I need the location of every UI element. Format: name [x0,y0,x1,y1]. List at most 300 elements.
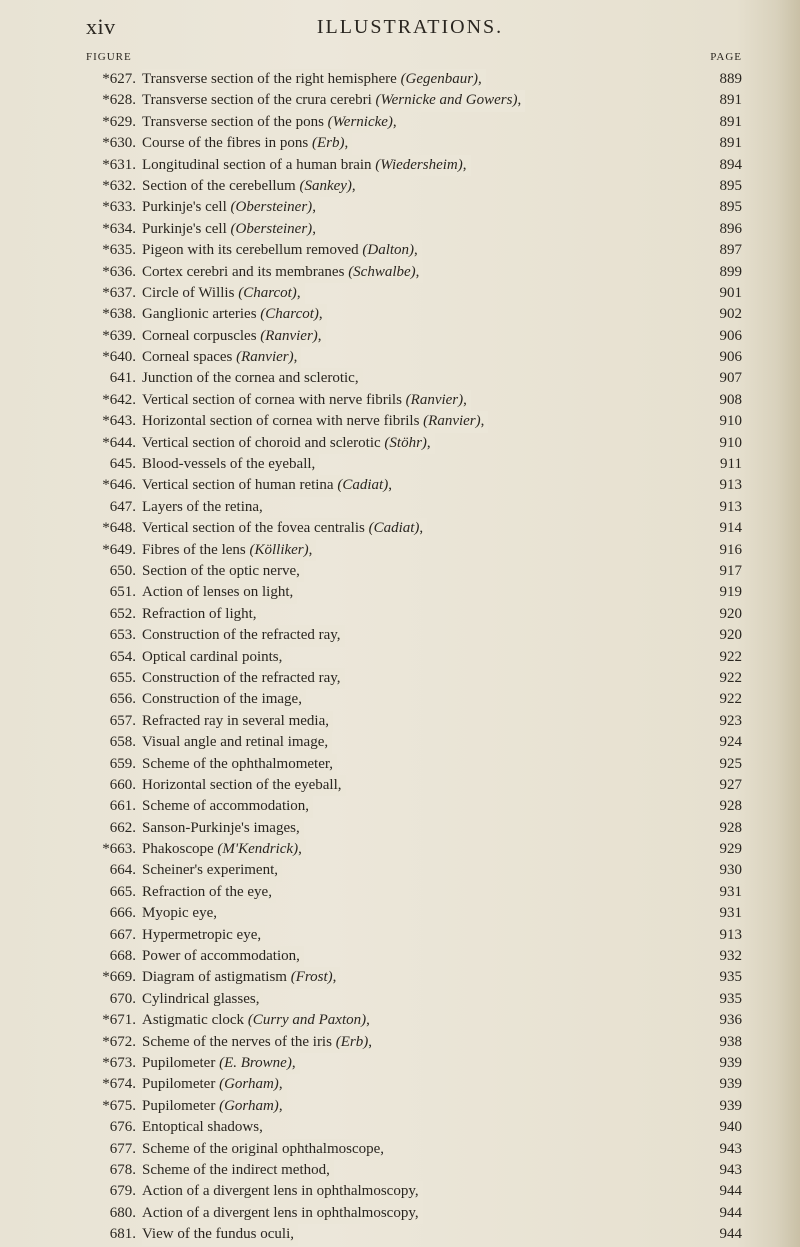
caption-author: (Dalton) [362,242,415,259]
caption-text: Hypermetropic eye, [142,926,262,943]
page-reference: 940 [719,1119,742,1136]
caption-text: Longitudinal section of a human brain [142,156,376,173]
figure-caption [142,283,305,304]
list-item [86,176,742,197]
figure-caption [142,197,320,218]
caption-text: Scheme of the nerves of the iris [142,1033,336,1050]
page-reference: 939 [719,1054,742,1071]
caption-text: Phakoscope [142,841,218,858]
figure-caption [142,754,337,775]
figure-caption [142,90,525,111]
figure-number: *637. [102,284,136,301]
caption-author: (Kölliker) [249,541,309,558]
figure-number: *639. [102,327,136,344]
page-reference: 895 [719,177,742,194]
caption-text: Section of the optic nerve, [142,562,300,579]
figure-caption [142,561,304,582]
page-reference: 944 [719,1204,742,1221]
page-reference: 914 [719,520,742,537]
list-item [86,689,742,710]
page-reference: 889 [719,71,742,87]
list-item [86,390,742,411]
caption-text: Pupilometer [142,1054,220,1071]
caption-text: Vertical section of choroid and sclerotic [142,434,385,451]
caption-punctuation: , [293,349,298,366]
page-reference: 906 [719,327,742,344]
figure-number: 659. [109,755,136,772]
caption-author: (Charcot) [238,284,297,301]
list-item [86,283,742,304]
caption-text: Refracted ray in several media, [142,712,329,729]
list-item [86,946,742,967]
figure-number: *629. [102,113,136,130]
caption-punctuation: , [478,71,482,87]
figure-number: *648. [102,520,136,537]
caption-author: (Erb) [311,135,345,152]
figure-caption [142,262,423,283]
figure-number: 641. [109,370,136,387]
caption-text: Layers of the retina, [142,498,263,515]
caption-author: (Gegenbaur) [400,71,479,87]
figure-caption [142,925,265,946]
caption-punctuation: , [308,541,313,558]
caption-text: Refraction of the eye, [142,883,272,900]
caption-author: (Ranvier) [423,413,481,430]
list-item [86,1032,742,1053]
caption-text: Fibres of the lens [142,541,250,558]
figure-number: *649. [102,541,136,558]
caption-punctuation: , [463,391,467,408]
caption-text: Transverse section of the right hemisphere [142,71,401,87]
page-header [0,14,800,44]
caption-text: Power of accommodation, [142,948,300,965]
figure-caption [142,240,422,261]
caption-author: (Cadiat) [368,520,420,537]
figure-number: *646. [102,477,136,494]
caption-text: Scheme of the ophthalmometer, [142,755,334,772]
caption-author: (Wernicke and Gowers) [375,92,518,109]
figure-caption [142,689,306,710]
caption-text: Scheme of the indirect method, [142,1161,330,1178]
page-reference: 924 [719,734,742,751]
caption-punctuation: , [368,1033,372,1050]
figure-number: *663. [102,841,136,858]
caption-author: (Ranvier) [236,349,294,366]
figure-number: 681. [109,1226,136,1243]
list-item [86,411,742,432]
figure-number: *671. [102,1012,136,1029]
page-reference: 944 [719,1183,742,1200]
page-reference: 920 [719,627,742,644]
list-item [86,882,742,903]
figure-number: 679. [109,1183,136,1200]
figure-number: *627. [102,71,136,87]
caption-text: Construction of the refracted ray, [142,627,341,644]
page-reference: 935 [719,990,742,1007]
figure-caption [142,818,304,839]
list-item [86,561,742,582]
list-item [86,454,742,475]
list-item [86,240,742,261]
list-item [86,989,742,1010]
list-item [86,903,742,924]
figure-caption [142,347,301,368]
figure-caption [142,967,340,988]
caption-text: Pupilometer [142,1097,220,1114]
caption-author: (M'Kendrick) [217,841,299,858]
figure-caption [142,433,435,454]
page-reference: 931 [719,883,742,900]
page-reference: 913 [719,498,742,515]
page-reference: 910 [719,434,742,451]
caption-author: (Gorham) [219,1076,279,1093]
list-item [86,818,742,839]
figure-caption [142,903,221,924]
page-reference: 928 [719,798,742,815]
figure-number: 662. [109,819,136,836]
figure-caption [142,946,304,967]
page-reference: 929 [719,841,742,858]
figure-number: *672. [102,1033,136,1050]
list-item [86,368,742,389]
list-item [86,1010,742,1031]
caption-text: Diagram of astigmatism [142,969,291,986]
caption-text: Purkinje's cell [142,199,231,216]
list-item [86,604,742,625]
page-reference: 891 [719,113,742,130]
page-reference: 939 [719,1076,742,1093]
page-reference: 917 [719,562,742,579]
list-item [86,1074,742,1095]
list-item [86,860,742,881]
page-reference: 922 [719,648,742,665]
figure-caption [142,454,319,475]
caption-author: (Gorham) [219,1097,279,1114]
page-number-roman: xiv [86,14,116,39]
caption-text: Construction of the image, [142,691,302,708]
figure-caption [142,625,345,646]
caption-punctuation: , [366,1012,370,1029]
list-item [86,967,742,988]
page-reference: 902 [719,306,742,323]
page-reference: 930 [719,862,742,879]
list-item [86,518,742,539]
figure-caption [142,1181,423,1202]
caption-text: Circle of Willis [142,284,239,301]
caption-text: Action of a divergent lens in ophthalmoscopy, [142,1204,419,1221]
figure-number: 660. [109,776,136,793]
figure-number: *636. [102,263,136,280]
caption-text: Horizontal section of cornea with nerve fibrils [142,413,424,430]
figure-number: 647. [109,498,136,515]
page-reference: 938 [719,1033,742,1050]
caption-author: (Stöhr) [384,434,427,451]
list-item [86,497,742,518]
caption-text: Vertical section of human retina [142,477,338,494]
page-reference: 913 [719,926,742,943]
figure-number: 678. [109,1161,136,1178]
figure-caption [142,1096,287,1117]
page-reference: 932 [719,948,742,965]
figure-caption [142,1074,287,1095]
list-item [86,304,742,325]
figure-caption [142,989,263,1010]
caption-punctuation: , [388,477,392,494]
list-item [86,625,742,646]
figure-number: 666. [109,905,136,922]
caption-text: Scheme of accommodation, [142,798,310,815]
column-headings [86,51,742,67]
figure-caption [142,368,363,389]
caption-punctuation: , [426,434,431,451]
caption-text: Transverse section of the pons [142,113,328,130]
list-item [86,1203,742,1224]
page-reference: 911 [720,456,742,473]
caption-text: Astigmatic clock [142,1012,248,1029]
figure-caption [142,497,267,518]
caption-author: (Wernicke) [327,113,393,130]
page-reference: 894 [719,156,742,173]
list-item [86,1139,742,1160]
figure-number: 668. [109,948,136,965]
figure-caption [142,326,326,347]
caption-text: Scheme of the original ophthalmoscope, [142,1140,385,1157]
caption-punctuation: , [317,327,322,344]
caption-punctuation: , [318,306,323,323]
caption-author: (Obersteiner) [230,220,313,237]
caption-text: Section of the cerebellum [142,177,300,194]
figure-caption [142,411,488,432]
caption-text: Action of a divergent lens in ophthalmoscopy, [142,1183,419,1200]
page-reference: 935 [719,969,742,986]
list-item [86,155,742,176]
caption-text: Course of the fibres in pons [142,135,312,152]
figure-number: *632. [102,177,136,194]
figure-caption [142,1010,374,1031]
caption-punctuation: , [392,113,397,130]
caption-text: Blood-vessels of the eyeball, [142,456,316,473]
figure-number: *635. [102,242,136,259]
list-item [86,1181,742,1202]
list-item [86,1053,742,1074]
caption-punctuation: , [414,242,418,259]
page-reference: 916 [719,541,742,558]
caption-text: Construction of the refracted ray, [142,669,341,686]
caption-author: (Cadiat) [337,477,389,494]
caption-text: Action of lenses on light, [142,584,294,601]
figure-caption [142,1160,334,1181]
figure-caption [142,1117,267,1138]
caption-punctuation: , [278,1097,283,1114]
figure-number: 655. [109,669,136,686]
caption-author: (Ranvier) [260,327,318,344]
figure-caption [142,69,486,90]
page-reference: 923 [719,712,742,729]
page-reference: 943 [719,1140,742,1157]
page-reference: 922 [719,691,742,708]
caption-text: Myopic eye, [142,905,217,922]
figure-column-heading: FIGURE [86,51,132,63]
figure-number: 664. [109,862,136,879]
list-item [86,262,742,283]
figure-caption [142,775,346,796]
list-item [86,775,742,796]
caption-punctuation: , [517,92,522,109]
figure-number: 656. [109,691,136,708]
figure-caption [142,882,276,903]
caption-punctuation: , [278,1076,283,1093]
page-column-heading: PAGE [710,51,742,63]
caption-text: Scheiner's experiment, [142,862,278,879]
list-item [86,540,742,561]
caption-author: (Obersteiner) [230,199,313,216]
page-reference: 906 [719,349,742,366]
page-reference: 891 [719,135,742,152]
figure-caption [142,475,396,496]
figure-caption [142,1224,298,1245]
page-reference: 928 [719,819,742,836]
caption-author: (Erb) [335,1033,369,1050]
figure-number: *669. [102,969,136,986]
caption-text: Horizontal section of the eyeball, [142,776,342,793]
list-item [86,197,742,218]
caption-punctuation: , [298,841,302,858]
caption-punctuation: , [312,199,316,216]
caption-author: (Curry and Paxton) [247,1012,367,1029]
caption-punctuation: , [291,1054,296,1071]
page-reference: 943 [719,1161,742,1178]
list-item [86,668,742,689]
figure-number: 658. [109,734,136,751]
figure-number: 654. [109,648,136,665]
caption-punctuation: , [344,135,349,152]
list-item [86,1160,742,1181]
figure-caption [142,304,327,325]
caption-text: Refraction of light, [142,605,257,622]
list-item [86,433,742,454]
figure-number: *630. [102,135,136,152]
figure-number: 676. [109,1119,136,1136]
caption-text: Pupilometer [142,1076,220,1093]
list-item [86,647,742,668]
list-item [86,1224,742,1245]
caption-punctuation: , [462,156,467,173]
page-reference: 919 [719,584,742,601]
caption-text: Cylindrical glasses, [142,990,260,1007]
figure-number: 657. [109,712,136,729]
figure-caption [142,796,313,817]
caption-text: Sanson-Purkinje's images, [142,819,300,836]
list-item [86,711,742,732]
page-reference: 895 [719,199,742,216]
figure-caption [142,518,427,539]
page-reference: 907 [719,370,742,387]
page-reference: 920 [719,605,742,622]
page-reference: 925 [719,755,742,772]
page-reference: 908 [719,391,742,408]
list-item [86,754,742,775]
list-item [86,839,742,860]
figure-caption [142,390,471,411]
figure-caption [142,540,316,561]
figure-caption [142,1203,423,1224]
figure-caption [142,112,401,133]
figure-caption [142,1032,376,1053]
figure-caption [142,582,297,603]
page-reference: 899 [719,263,742,280]
list-item [86,1096,742,1117]
list-item [86,347,742,368]
figure-number: *675. [102,1097,136,1114]
caption-author: (Wiedersheim) [375,156,463,173]
figure-number: 667. [109,926,136,943]
caption-text: Corneal spaces [142,349,237,366]
figure-caption [142,711,333,732]
page-reference: 901 [719,284,742,301]
caption-author: (Ranvier) [405,391,464,408]
figure-number: 652. [109,605,136,622]
illustrations-list [86,69,742,1245]
figure-caption [142,1053,300,1074]
figure-number: *634. [102,220,136,237]
figure-number: *633. [102,199,136,216]
figure-caption [142,155,471,176]
caption-punctuation: , [419,520,424,537]
list-item [86,326,742,347]
caption-punctuation: , [415,263,420,280]
list-item [86,475,742,496]
list-item [86,133,742,154]
caption-text: View of the fundus oculi, [142,1226,294,1243]
figure-number: *628. [102,92,136,109]
caption-text: Ganglionic arteries [142,306,261,323]
figure-caption [142,668,345,689]
caption-text: Vertical section of the fovea centralis [142,520,369,537]
caption-punctuation: , [351,177,356,194]
running-title: ILLUSTRATIONS. [316,16,504,38]
caption-author: (E. Browne) [219,1054,292,1071]
figure-number: 680. [109,1204,136,1221]
caption-punctuation: , [332,969,337,986]
figure-number: *673. [102,1054,136,1071]
caption-punctuation: , [312,220,316,237]
page-reference: 913 [719,477,742,494]
figure-number: 645. [109,456,136,473]
figure-number: 670. [109,990,136,1007]
figure-number: *638. [102,306,136,323]
list-item [86,69,742,90]
figure-caption [142,647,286,668]
figure-caption [142,839,306,860]
caption-text: Corneal corpuscles [142,327,261,344]
caption-punctuation: , [296,284,301,301]
figure-number: *631. [102,156,136,173]
caption-text: Entoptical shadows, [142,1119,263,1136]
figure-number: 651. [109,584,136,601]
page-reference: 936 [719,1012,742,1029]
figure-number: *644. [102,434,136,451]
list-item [86,732,742,753]
figure-number: 653. [109,627,136,644]
figure-number: 661. [109,798,136,815]
list-item [86,1117,742,1138]
figure-caption [142,604,261,625]
caption-author: (Schwalbe) [348,263,416,280]
caption-text: Optical cardinal points, [142,648,283,665]
page-reference: 897 [719,242,742,259]
list-item [86,219,742,240]
figure-number: *642. [102,391,136,408]
